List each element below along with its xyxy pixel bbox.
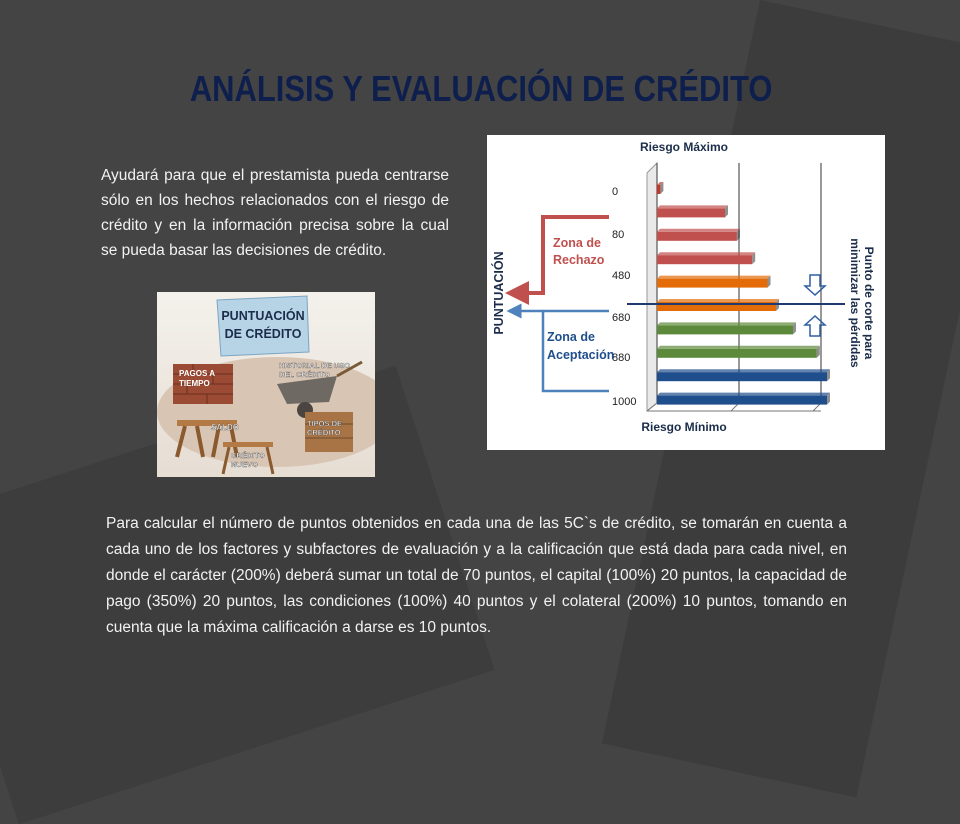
chart-bar-top bbox=[657, 299, 779, 302]
label-nuevo-1: CRÉDITO bbox=[231, 451, 265, 460]
chart-bar-face bbox=[657, 255, 752, 264]
tick-label: 480 bbox=[612, 270, 631, 282]
chart-bar bbox=[657, 369, 830, 381]
zone-rejection-line-2: Rechazo bbox=[553, 253, 605, 267]
chart-bar-top bbox=[657, 393, 830, 396]
zone-acceptance-line-1: Zona de bbox=[547, 330, 595, 344]
credit-score-illustration-svg bbox=[157, 292, 375, 477]
chart-bar-face bbox=[657, 232, 737, 241]
chart-bar-top bbox=[657, 346, 820, 349]
chart-bar-face bbox=[657, 208, 725, 217]
label-tipos-1: TIPOS DE bbox=[307, 419, 343, 428]
cutoff-label-line-1: Punto de corte para bbox=[862, 246, 876, 360]
label-historial-1: HISTORIAL DE USO bbox=[279, 361, 350, 370]
chart-bar bbox=[657, 182, 663, 194]
sign-line-1: PUNTUACIÓN bbox=[221, 309, 305, 323]
down-arrow-icon bbox=[805, 275, 825, 295]
chart-top-label: Riesgo Máximo bbox=[639, 140, 729, 154]
chart-bar bbox=[657, 276, 771, 288]
chart-bar bbox=[657, 393, 830, 405]
credit-score-illustration bbox=[157, 292, 375, 477]
zone-rejection-line-1: Zona de bbox=[553, 236, 601, 250]
chart-bar-top bbox=[657, 276, 771, 279]
chart-bar-face bbox=[657, 396, 827, 405]
plot-side-wall bbox=[647, 163, 657, 411]
tick-label: 0 bbox=[612, 186, 619, 198]
chart-bar-top bbox=[657, 322, 796, 325]
tick-label: 880 bbox=[612, 352, 631, 364]
label-nuevo-2: NUEVO bbox=[231, 460, 258, 469]
chart-bar-face bbox=[657, 185, 660, 194]
chart-bar-face bbox=[657, 372, 827, 381]
chart-bar-face bbox=[657, 349, 817, 358]
slide-title: ANÁLISIS Y EVALUACIÓN DE CRÉDITO bbox=[189, 68, 773, 109]
label-saldo: SALDO bbox=[211, 423, 239, 432]
tick-label: 1000 bbox=[612, 396, 637, 408]
label-pagos-2: TIEMPO bbox=[179, 379, 210, 388]
risk-chart bbox=[487, 135, 885, 450]
chart-bar-top bbox=[657, 205, 728, 208]
scoring-paragraph: Para calcular el número de puntos obtenidos en cada una de las 5C`s de crédito, se tomarán en cuenta a cada uno de los factores y subfactores de evaluación y a la calificación que está dada para cada nivel, en donde el carácter (200%) deberá sumar un total de 70 puntos, el capital (100%) 20 puntos, la capacidad de pago (350%) 20 puntos, las condiciones (100%) 40 puntos y el colateral (200%) 10 puntos, tomando en cuenta que la máxima calificación a darse es 10 puntos. bbox=[106, 515, 847, 636]
risk-chart-svg bbox=[487, 135, 885, 450]
chart-bar bbox=[657, 346, 820, 358]
label-historial-2: DEL CRÉDITO bbox=[279, 370, 330, 379]
chart-bar bbox=[657, 205, 728, 217]
tick-labels bbox=[612, 186, 636, 408]
chart-bar bbox=[657, 229, 740, 241]
chart-bottom-label: Riesgo Mínimo bbox=[641, 420, 727, 434]
up-arrow-icon bbox=[805, 316, 825, 336]
chart-bar-face bbox=[657, 325, 793, 334]
tick-label: 80 bbox=[612, 229, 625, 241]
chart-bar-top bbox=[657, 369, 830, 372]
label-pagos-1: PAGOS A bbox=[179, 369, 216, 378]
chart-bar bbox=[657, 322, 796, 334]
zone-acceptance-line-2: Aceptación bbox=[547, 348, 615, 362]
chart-y-axis-label: PUNTUACIÓN bbox=[492, 251, 506, 335]
chart-bar bbox=[657, 252, 755, 264]
background-stripe bbox=[0, 0, 541, 21]
sign-line-2: DE CRÉDITO bbox=[224, 327, 302, 341]
bars-group bbox=[657, 182, 830, 405]
chart-bar-face bbox=[657, 279, 768, 288]
tick-label: 680 bbox=[612, 312, 631, 324]
label-tipos-2: CRÉDITO bbox=[307, 428, 341, 437]
intro-paragraph: Ayudará para que el prestamista pueda centrarse sólo en los hechos relacionados con el riesgo de crédito y en la información precisa sobre la cual se pueda basar las decisiones de crédito. bbox=[101, 167, 449, 259]
chart-bar-top bbox=[657, 229, 740, 232]
chart-bar-top bbox=[657, 252, 755, 255]
cutoff-label-line-2: minimizar las pérdidas bbox=[848, 238, 862, 368]
